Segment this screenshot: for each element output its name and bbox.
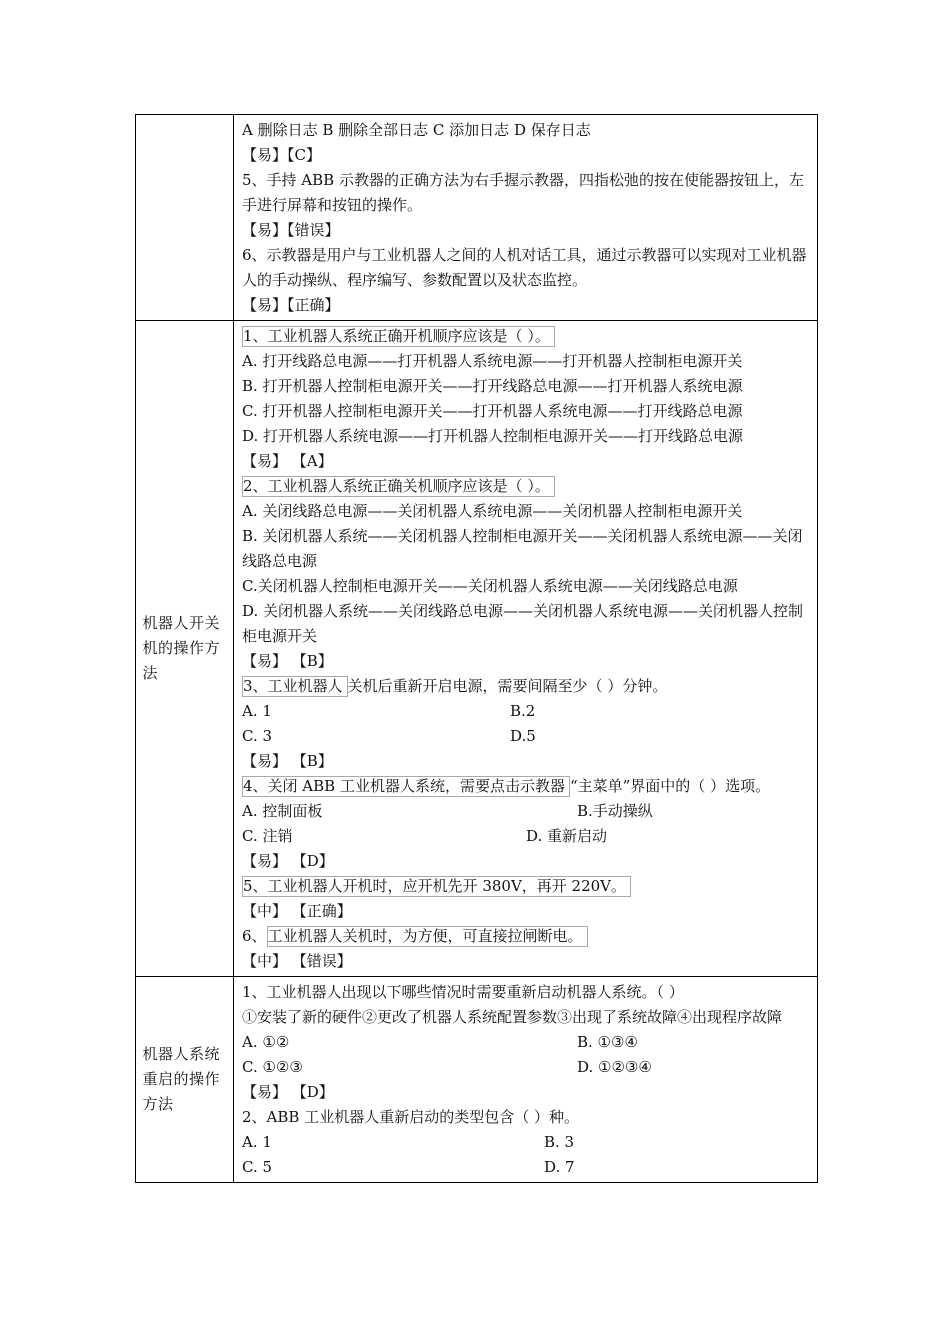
question-table-page (135, 114, 817, 1183)
option-d: D. 重新启动 (526, 827, 608, 845)
question-stem-rest: 关机后重新开启电源，需要间隔至少（ ）分钟。 (347, 677, 668, 695)
option-row (242, 724, 809, 749)
option-d: D. 关闭机器人系统——关闭线路总电源——关闭机器人系统电源——关闭机器人控制柜电源开关 (242, 602, 804, 645)
option-row (242, 1055, 809, 1080)
option-b: B. 打开机器人控制柜电源开关——打开线路总电源——打开机器人系统电源 (242, 377, 743, 395)
question-stem-boxed: 工业机器人关机时，为方便，可直接拉闸断电。 (267, 926, 588, 947)
question-stem (242, 774, 809, 799)
table-row (136, 321, 818, 977)
answer-line: 【易】【正确】 (242, 296, 340, 314)
option-a: A. 打开线路总电源——打开机器人系统电源——打开机器人控制柜电源开关 (242, 352, 743, 370)
section-label (136, 321, 234, 977)
question-stem-rest: “主菜单”界面中的（ ）选项。 (569, 777, 771, 795)
question-stem (242, 674, 809, 699)
option-d: D. 打开机器人系统电源——打开机器人控制柜电源开关——打开线路总电源 (242, 427, 744, 445)
option-a: A. 1 (242, 702, 272, 720)
section-label (136, 977, 234, 1183)
option-c: C.关闭机器人控制柜电源开关——关闭机器人系统电源——关闭线路总电源 (242, 577, 738, 595)
option-c: C. 5 (242, 1158, 273, 1176)
option-b: B. 3 (544, 1133, 575, 1151)
answer-line: 【易】 【D】 (242, 1083, 334, 1101)
question-stem: 1、工业机器人出现以下哪些情况时需要重新启动机器人系统。（ ） (242, 983, 684, 1001)
question-stem-boxed: 4、关闭 ABB 工业机器人系统，需要点击示教器 (242, 776, 570, 797)
question-stem: 2、工业机器人系统正确关机顺序应该是（ ）。 (242, 476, 555, 497)
option-a: A. 1 (242, 1133, 272, 1151)
option-d: D.5 (510, 727, 536, 745)
question-number: 6、 (242, 927, 267, 945)
question-stem: 6、示教器是用户与工业机器人之间的人机对话工具，通过示教器可以实现对工业机器人的手动操纵、程序编写、参数配置以及状态监控。 (242, 246, 807, 289)
section-label-empty (136, 115, 234, 321)
option-d: D. ①②③④ (577, 1058, 652, 1076)
question-stem: 1、工业机器人系统正确开机顺序应该是（ ）。 (242, 326, 555, 347)
option-c: C. 3 (242, 727, 273, 745)
option-a: A. 控制面板 (242, 802, 323, 820)
answer-line: 【中】 【错误】 (242, 952, 352, 970)
question-stem: 5、工业机器人开机时，应开机先开 380V，再开 220V。 (242, 876, 631, 897)
option-b: B. ①③④ (577, 1033, 638, 1051)
answer-line: 【易】 【B】 (242, 752, 333, 770)
question-stem (242, 924, 809, 949)
question-stem-boxed: 3、工业机器人 (242, 676, 348, 697)
answer-line: 【中】 【正确】 (242, 902, 352, 920)
section-content (234, 321, 818, 977)
table-row (136, 977, 818, 1183)
answer-line: 【易】 【A】 (242, 452, 333, 470)
option-a: A. 关闭线路总电源——关闭机器人系统电源——关闭机器人控制柜电源开关 (242, 502, 743, 520)
option-b: B.手动操纵 (577, 802, 653, 820)
table-row (136, 115, 818, 321)
option-b: B.2 (510, 702, 536, 720)
option-b: B. 关闭机器人系统——关闭机器人控制柜电源开关——关闭机器人系统电源——关闭线路总电源 (242, 527, 803, 570)
option-line: A 删除日志 B 删除全部日志 C 添加日志 D 保存日志 (242, 121, 591, 139)
answer-line: 【易】【错误】 (242, 221, 340, 239)
question-items: ①安装了新的硬件②更改了机器人系统配置参数③出现了系统故障④出现程序故障 (242, 1008, 783, 1026)
answer-line: 【易】 【D】 (242, 852, 334, 870)
option-c: C. ①②③ (242, 1058, 303, 1076)
question-stem: 5、手持 ABB 示教器的正确方法为右手握示教器，四指松弛的按在使能器按钮上，左手进行屏幕和按钮的操作。 (242, 171, 804, 214)
question-stem: 2、ABB 工业机器人重新启动的类型包含（ ）种。 (242, 1108, 579, 1126)
option-row (242, 699, 809, 724)
option-c: C. 注销 (242, 827, 293, 845)
question-table (135, 114, 818, 1183)
option-row (242, 799, 809, 824)
answer-line: 【易】 【B】 (242, 652, 333, 670)
option-row (242, 824, 809, 849)
option-row (242, 1130, 809, 1155)
option-row (242, 1030, 809, 1055)
option-c: C. 打开机器人控制柜电源开关——打开机器人系统电源——打开线路总电源 (242, 402, 743, 420)
section-content (234, 115, 818, 321)
section-label-text: 机器人系统重启的操作方法 (142, 1045, 221, 1113)
section-label-text: 机器人开关机的操作方法 (142, 614, 221, 682)
answer-line: 【易】【C】 (242, 146, 321, 164)
section-content (234, 977, 818, 1183)
option-a: A. ①② (242, 1033, 290, 1051)
option-row (242, 1155, 809, 1180)
option-d: D. 7 (544, 1158, 575, 1176)
